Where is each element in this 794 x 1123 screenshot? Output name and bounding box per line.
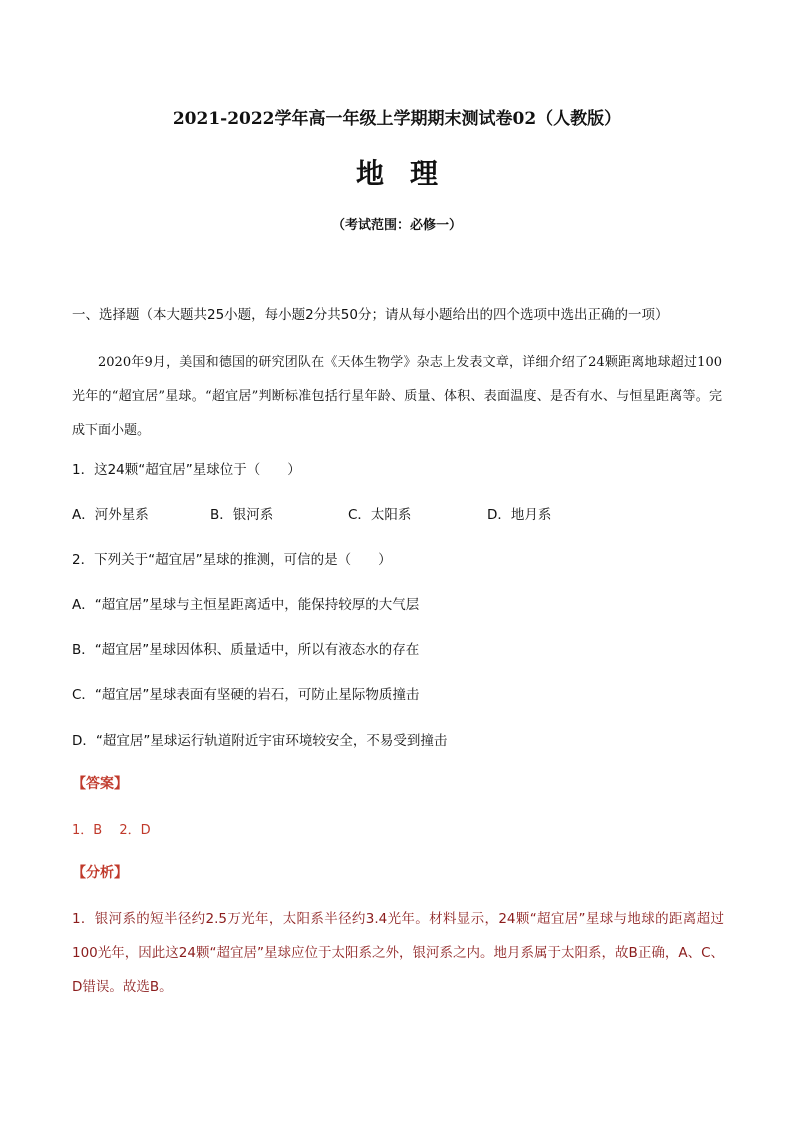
question-2-option-a: A．“超宜居”星球与主恒星距离适中，能保持较厚的大气层 xyxy=(72,597,420,613)
question-2-option-d: D．“超宜居”星球运行轨道附近宇宙环境较安全，不易受到撞击 xyxy=(72,733,448,749)
reading-passage: 2020年9月，美国和德国的研究团队在《天体生物学》杂志上发表文章，详细介绍了24颗距离地球超过100光年的“超宜居”星球。“超宜居”判断标准包括行星年龄、质量、体积、表面温度、是否有水、与恒星距离等。完成下面小题。 xyxy=(72,355,722,438)
question-2-option-c: C．“超宜居”星球表面有坚硬的岩石，可防止星际物质撞击 xyxy=(72,687,420,703)
exam-title: 2021-2022学年高一年级上学期期末测试卷02（人教版） xyxy=(172,109,622,129)
question-2-stem: 2．下列关于“超宜居”星球的推测，可信的是（ ） xyxy=(72,552,392,568)
section-heading: 一、选择题（本大题共25小题，每小题2分共50分；请从每小题给出的四个选项中选出正确的一项） xyxy=(72,307,669,323)
question-2-option-b: B．“超宜居”星球因体积、质量适中，所以有液态水的存在 xyxy=(72,642,420,658)
exam-scope: （考试范围：必修一） xyxy=(331,218,462,233)
subject-heading: 地理 xyxy=(355,157,464,190)
question-1-option-a: A．河外星系 xyxy=(72,507,149,523)
question-1-stem: 1．这24颗“超宜居”星球位于（ ） xyxy=(72,462,301,478)
answer-text: 1．B 2．D xyxy=(72,823,151,838)
question-1-option-c: C．太阳系 xyxy=(348,507,412,523)
analysis-text: 1．银河系的短半径约2.5万光年，太阳系半径约3.4光年。材料显示，24颗“超宜居”星球与地球的距离超过100光年，因此这24颗“超宜居”星球应位于太阳系之外，银河系之内。地月系属于太阳系，故B正确，A、C、D错误。故选B。 xyxy=(72,911,724,995)
question-1-option-d: D．地月系 xyxy=(487,507,552,523)
question-1-option-b: B．银河系 xyxy=(210,507,274,523)
answer-label: 【答案】 xyxy=(72,776,128,792)
analysis-label: 【分析】 xyxy=(72,865,128,881)
